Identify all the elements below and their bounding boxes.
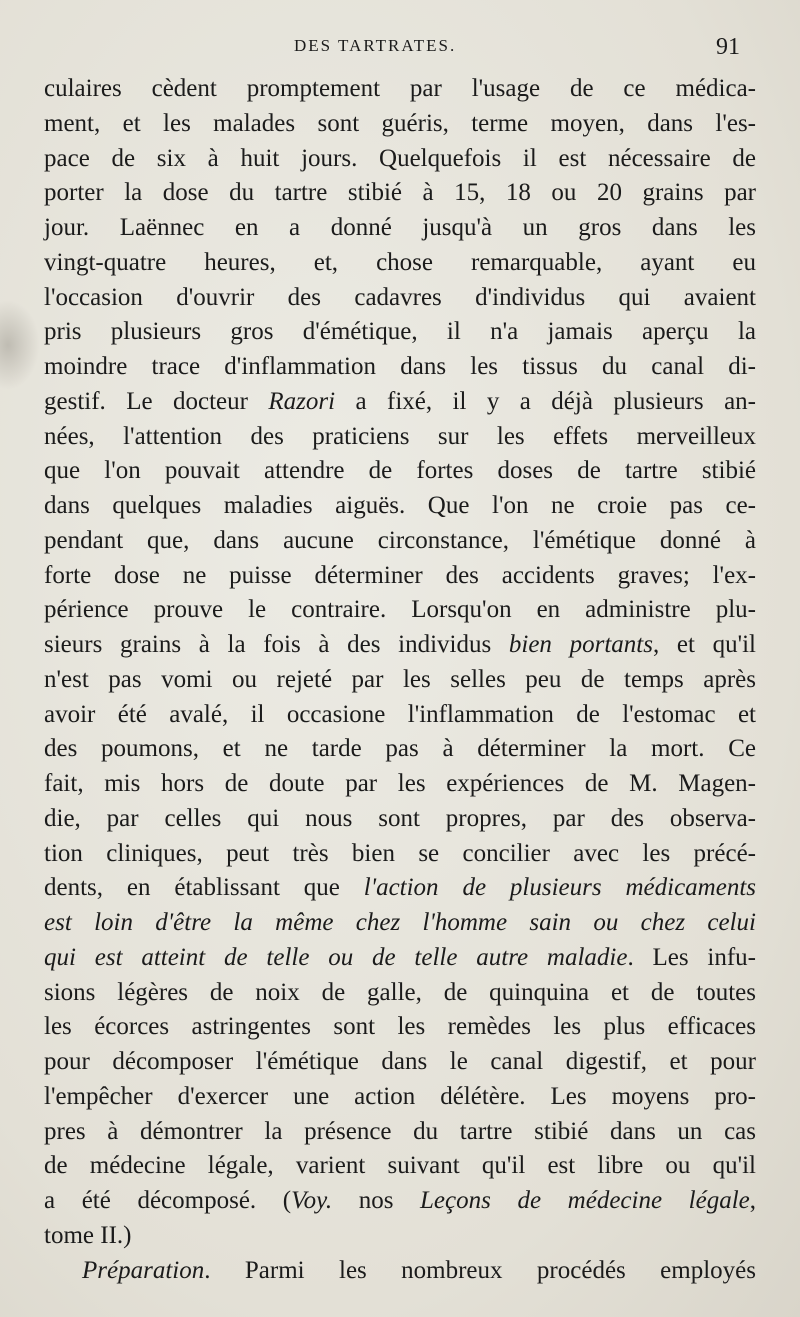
text-line [44,976,756,1011]
text-line [44,1045,756,1080]
text-segment: l'empêcher d'exercer une action délétère. Les moyens pro- [44,1082,756,1110]
text-segment: . Les infu- [627,943,756,971]
text-segment: pres à démontrer la présence du tartre stibié dans un cas [44,1117,756,1145]
text-segment: l'occasion d'ouvrir des cadavres d'individus qui avaient [44,283,756,311]
text-segment: culaires cèdent promptement par l'usage de ce médica- [44,75,756,102]
text-segment: les écorces astringentes sont les remèdes les plus efficaces [44,1013,756,1041]
text-line [44,628,756,663]
text-segment: nées, l'attention des praticiens sur les effets merveilleux [44,422,756,450]
text-line [44,767,756,802]
body-text [44,72,756,1288]
text-line [44,142,756,177]
text-line [44,72,756,107]
text-segment: a fixé, il y a déjà plusieurs an- [335,387,756,415]
italic-text: est loin d'être la même chez l'homme sain ou chez celui [44,909,756,936]
running-head: DES TARTRATES. [294,36,457,55]
italic-text: l'action de plusieurs médicaments [363,874,756,902]
text-segment: forte dose ne puisse déterminer des accidents graves; l'ex- [44,561,756,589]
text-line [44,906,756,941]
text-segment: que l'on pouvait attendre de fortes doses de tartre stibié [44,457,756,485]
text-line [44,454,756,489]
page-number: 91 [716,34,740,60]
text-line [44,420,756,455]
text-line [44,281,756,316]
text-line [44,489,756,524]
text-segment: gestif. Le docteur [44,387,269,415]
text-line [44,1254,756,1289]
text-line [44,524,756,559]
text-segment: dans quelques maladies aiguës. Que l'on ne croie pas ce- [44,492,756,519]
text-line [44,246,756,281]
text-line [44,802,756,837]
text-segment: porter la dose du tartre stibié à 15, 18 ou 20 grains par [44,179,756,207]
text-segment: pace de six à huit jours. Quelquefois il est nécessaire de [44,144,756,172]
text-segment: a été décomposé. ( [44,1187,292,1214]
text-line [44,732,756,767]
text-segment: des poumons, et ne tarde pas à déterminer la mort. Ce [44,735,756,763]
text-line [44,1184,756,1219]
text-segment: fait, mis hors de doute par les expériences de M. Magen- [44,770,756,797]
text-line [44,871,756,906]
italic-text: Razori [268,387,336,415]
text-segment: moindre trace d'inflammation dans les tissus du canal di- [44,353,756,380]
text-segment: périence prouve le contraire. Lorsqu'on en administre plu- [44,596,756,624]
text-line [44,1219,756,1254]
text-line [44,559,756,594]
text-segment: , [749,1187,756,1214]
text-segment: dents, en établissant que [44,874,364,902]
italic-text: qui est atteint de telle ou de telle autre maladie [44,943,628,971]
text-line [44,663,756,698]
text-line [44,1115,756,1150]
text-line [44,593,756,628]
italic-text: bien portants [508,631,653,658]
page-stain [0,300,40,390]
page-header [0,34,800,64]
text-line [44,698,756,733]
text-line [44,315,756,350]
text-line [44,837,756,872]
text-segment: tome II.) [44,1221,132,1249]
text-segment: tion cliniques, peut très bien se concilier avec les précé- [44,839,756,867]
text-segment: avoir été avalé, il occasione l'inflammation de l'estomac et [44,700,756,728]
text-line [44,211,756,246]
text-segment: pendant que, dans aucune circonstance, l'émétique donné à [44,526,756,554]
text-segment: sieurs grains à la fois à des individus [44,631,509,658]
text-segment: jour. Laënnec en a donné jusqu'à un gros dans les [44,214,756,241]
text-line [44,1010,756,1045]
text-segment: n'est pas vomi ou rejeté par les selles peu de temps après [44,665,756,693]
text-line [44,176,756,211]
italic-text: Voy. [291,1187,333,1214]
text-segment: pris plusieurs gros d'émétique, il n'a jamais aperçu la [44,318,756,346]
text-line [44,1149,756,1184]
text-line [44,385,756,420]
text-segment: sions légères de noix de galle, de quinquina et de toutes [44,978,756,1006]
text-segment: nos [332,1187,421,1214]
italic-text: Préparation [82,1256,205,1284]
text-segment: , et qu'il [652,631,756,658]
text-segment: pour décomposer l'émétique dans le canal digestif, et pour [44,1048,756,1075]
text-line [44,941,756,976]
text-line [44,107,756,142]
text-segment: vingt-quatre heures, et, chose remarquable, ayant eu [44,248,756,276]
text-segment: de médecine légale, varient suivant qu'il est libre ou qu'il [44,1152,756,1180]
italic-text: Leçons de médecine légale [420,1187,750,1214]
text-segment: die, par celles qui nous sont propres, par des observa- [44,804,756,832]
text-line [44,350,756,385]
text-segment: ment, et les malades sont guéris, terme moyen, dans l'es- [44,109,756,137]
text-segment: . Parmi les nombreux procédés employés [204,1256,756,1284]
text-line [44,1080,756,1115]
